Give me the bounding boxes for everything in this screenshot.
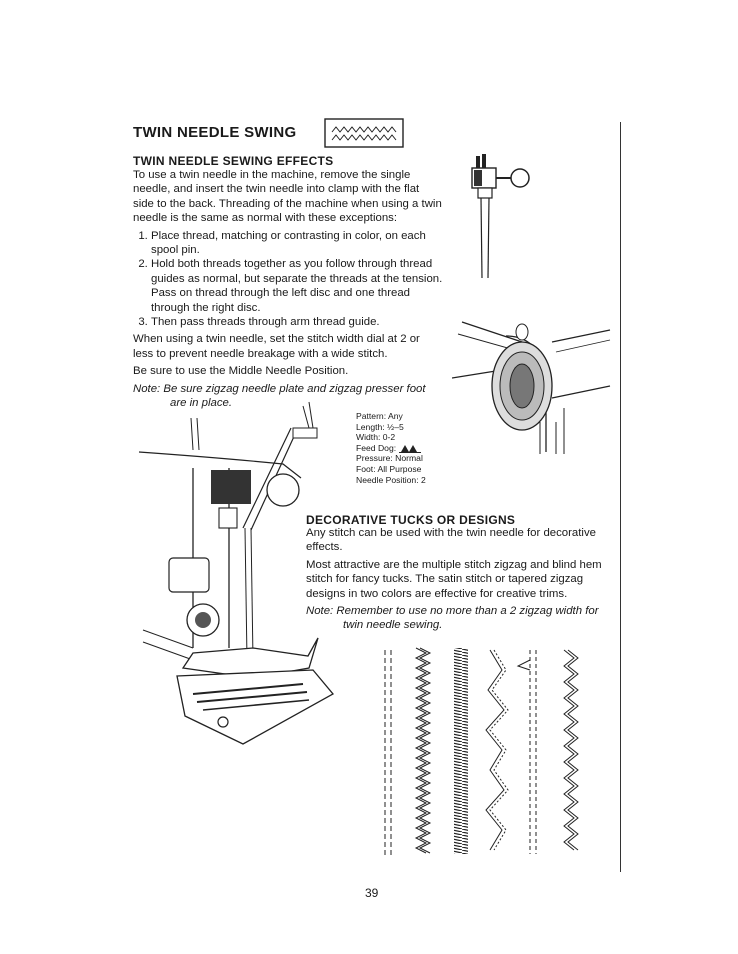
twin-needle-illustration xyxy=(462,152,530,282)
tucks-heading: DECORATIVE TUCKS OR DESIGNS xyxy=(306,513,516,527)
page-vertical-rule xyxy=(620,122,621,872)
setting-pattern: Pattern: Any xyxy=(356,411,403,421)
tension-dial-illustration xyxy=(452,312,612,462)
step-item: 3. Then pass threads through arm thread guide. xyxy=(151,315,443,329)
setting-needle-position: Needle Position: 2 xyxy=(356,474,426,485)
effects-heading: TWIN NEEDLE SEWING EFFECTS xyxy=(133,154,334,168)
step-item: 1. Place thread, matching or contrasting in color, on each spool pin. xyxy=(151,229,443,258)
stitch-settings xyxy=(356,411,426,485)
effects-body xyxy=(133,168,443,411)
tucks-paragraph-1: Any stitch can be used with the twin needle for decorative effects. xyxy=(306,527,596,554)
tucks-paragraph-2: Most attractive are the multiple stitch zigzag and blind hem stitch for fancy tucks. The satin stitch or tapered zigzag designs in two colors are effective for creative trims. xyxy=(306,558,602,600)
position-paragraph: Be sure to use the Middle Needle Position. xyxy=(133,365,349,378)
setting-length: Length: ½–5 xyxy=(356,421,404,432)
tucks-body xyxy=(306,526,616,633)
setting-pressure: Pressure: Normal xyxy=(356,453,423,464)
zigzag-stitch-icon xyxy=(324,118,404,148)
effects-intro: To use a twin needle in the machine, remove the single needle, and insert the twin needle into clamp with the flat side to the back. Threading of the machine when using a twin needle is the same as normal with these exceptions: xyxy=(133,169,442,225)
setting-foot: Foot: All Purpose xyxy=(356,463,422,474)
tucks-note: Note: Remember to use no more than a 2 zigzag width for twin needle sewing. xyxy=(306,605,599,632)
setting-width: Width: 0-2 xyxy=(356,432,396,443)
effects-note: Note: Be sure zigzag needle plate and zigzag presser foot are in place. xyxy=(133,382,426,410)
step-item: 2. Hold both threads together as you follow through thread guides as normal, but separate the threads at the tension. Pass on thread through the left disc and one thread through the right disc. xyxy=(151,257,443,315)
page-number: 39 xyxy=(365,886,379,900)
section-title: TWIN NEEDLE SWING xyxy=(133,124,297,141)
threading-steps xyxy=(133,229,443,330)
setting-feed-dog-label: Feed Dog: xyxy=(356,442,397,453)
feed-dog-up-icon xyxy=(399,444,421,453)
setting-feed-dog xyxy=(356,443,426,454)
stitch-samples-illustration xyxy=(378,640,590,860)
width-paragraph: When using a twin needle, set the stitch width dial at 2 or less to prevent needle breakage with a wide stitch. xyxy=(133,333,420,360)
